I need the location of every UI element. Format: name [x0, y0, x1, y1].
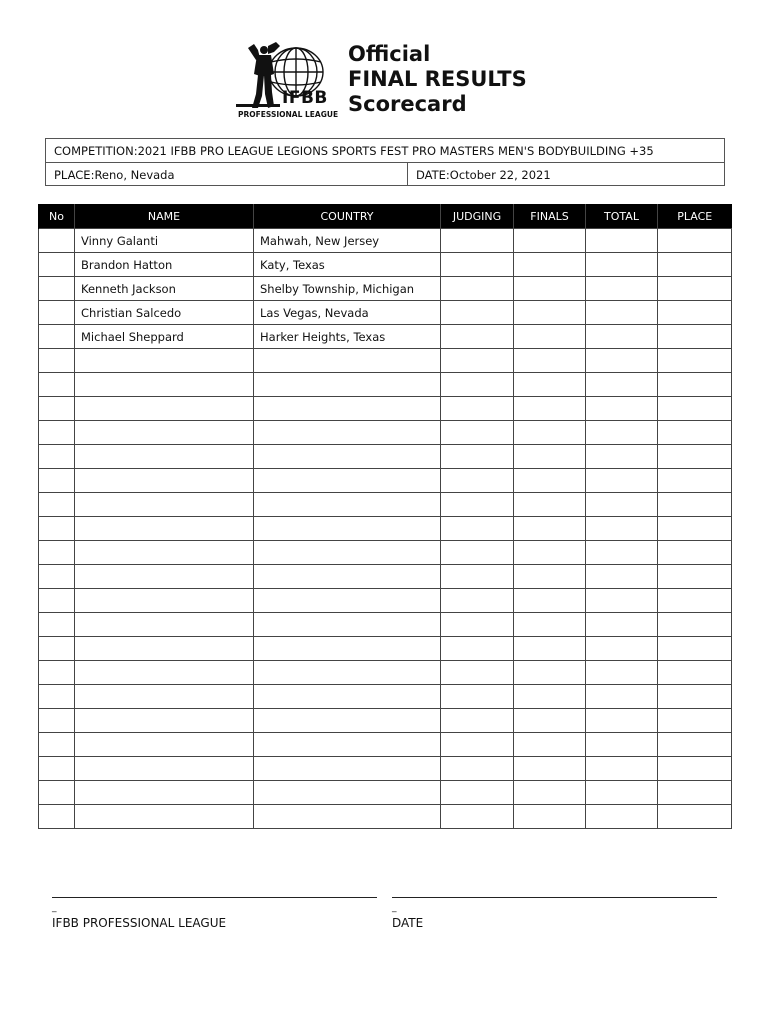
ifbb-logo: [230, 40, 345, 122]
cell-total: [586, 781, 658, 805]
cell-finals: [514, 613, 586, 637]
cell-place: [658, 469, 732, 493]
table-row: [39, 277, 732, 301]
logo-ifbb-text: IFBB: [282, 88, 328, 108]
signature-line-league: [52, 897, 377, 898]
cell-finals: [514, 757, 586, 781]
cell-no: [39, 541, 75, 565]
cell-judging: [441, 301, 514, 325]
cell-country: [254, 565, 441, 589]
cell-judging: [441, 565, 514, 589]
cell-name: [75, 805, 254, 829]
competition-label: COMPETITION:: [54, 144, 138, 158]
date-label: DATE:: [416, 168, 450, 182]
date-field: [416, 168, 551, 182]
cell-place: [658, 541, 732, 565]
cell-place: [658, 685, 732, 709]
cell-judging: [441, 421, 514, 445]
cell-name: [75, 565, 254, 589]
col-header-country: COUNTRY: [254, 204, 441, 229]
cell-total: [586, 325, 658, 349]
cell-finals: [514, 685, 586, 709]
cell-judging: [441, 373, 514, 397]
cell-total: [586, 397, 658, 421]
cell-country: [254, 781, 441, 805]
cell-finals: [514, 253, 586, 277]
cell-judging: [441, 613, 514, 637]
cell-no: [39, 661, 75, 685]
cell-name: [75, 493, 254, 517]
cell-no: [39, 685, 75, 709]
cell-place: [658, 445, 732, 469]
place-field: [54, 168, 175, 182]
table-row: [39, 733, 732, 757]
cell-country: [254, 589, 441, 613]
cell-country: [254, 445, 441, 469]
cell-finals: [514, 637, 586, 661]
cell-country: [254, 493, 441, 517]
table-row: [39, 565, 732, 589]
table-row: [39, 613, 732, 637]
table-row: [39, 637, 732, 661]
cell-name: [75, 541, 254, 565]
col-header-finals: FINALS: [514, 204, 586, 229]
signature-line-date: [392, 897, 717, 898]
cell-place: [658, 637, 732, 661]
title-line-1: Official: [348, 42, 431, 66]
table-row: [39, 709, 732, 733]
cell-name: [75, 733, 254, 757]
cell-total: [586, 349, 658, 373]
cell-finals: [514, 733, 586, 757]
date-value: October 22, 2021: [449, 168, 551, 182]
cell-finals: [514, 301, 586, 325]
cell-country: [254, 685, 441, 709]
cell-judging: [441, 397, 514, 421]
cell-name: Kenneth Jackson: [75, 277, 254, 301]
cell-no: [39, 469, 75, 493]
cell-place: [658, 325, 732, 349]
cell-no: [39, 229, 75, 253]
table-row: [39, 397, 732, 421]
cell-country: Katy, Texas: [254, 253, 441, 277]
cell-no: [39, 349, 75, 373]
cell-name: Brandon Hatton: [75, 253, 254, 277]
cell-no: [39, 733, 75, 757]
cell-country: Harker Heights, Texas: [254, 325, 441, 349]
cell-finals: [514, 445, 586, 469]
cell-total: [586, 805, 658, 829]
cell-total: [586, 277, 658, 301]
cell-place: [658, 709, 732, 733]
cell-no: [39, 589, 75, 613]
col-header-no: No: [39, 204, 75, 229]
cell-finals: [514, 397, 586, 421]
cell-total: [586, 733, 658, 757]
cell-judging: [441, 661, 514, 685]
cell-place: [658, 301, 732, 325]
cell-place: [658, 589, 732, 613]
cell-place: [658, 397, 732, 421]
cell-finals: [514, 517, 586, 541]
cell-name: Vinny Galanti: [75, 229, 254, 253]
place-label: PLACE:: [54, 168, 95, 182]
cell-judging: [441, 637, 514, 661]
cell-finals: [514, 661, 586, 685]
cell-name: [75, 349, 254, 373]
cell-judging: [441, 757, 514, 781]
cell-name: Christian Salcedo: [75, 301, 254, 325]
cell-place: [658, 373, 732, 397]
cell-name: [75, 613, 254, 637]
cell-place: [658, 253, 732, 277]
signature-label-date: DATE: [392, 916, 424, 930]
competition-info-box: [45, 138, 725, 186]
cell-name: [75, 685, 254, 709]
competition-value: 2021 IFBB PRO LEAGUE LEGIONS SPORTS FEST PRO MASTERS MEN'S BODYBUILDING +35: [137, 144, 654, 158]
cell-judging: [441, 805, 514, 829]
cell-country: [254, 349, 441, 373]
cell-name: [75, 589, 254, 613]
col-header-total: TOTAL: [586, 204, 658, 229]
cell-place: [658, 613, 732, 637]
table-row: [39, 757, 732, 781]
cell-name: [75, 661, 254, 685]
table-header-row: [39, 204, 732, 229]
table-row: [39, 589, 732, 613]
signature-league: _ IFBB PROFESSIONAL LEAGUE: [52, 897, 377, 898]
cell-total: [586, 469, 658, 493]
cell-country: [254, 613, 441, 637]
cell-place: [658, 493, 732, 517]
cell-finals: [514, 469, 586, 493]
table-row: [39, 349, 732, 373]
cell-judging: [441, 493, 514, 517]
table-row: [39, 469, 732, 493]
cell-name: [75, 445, 254, 469]
cell-finals: [514, 325, 586, 349]
cell-total: [586, 493, 658, 517]
cell-judging: [441, 445, 514, 469]
cell-finals: [514, 349, 586, 373]
cell-name: [75, 757, 254, 781]
page-title: [348, 42, 527, 117]
cell-place: [658, 805, 732, 829]
table-row: [39, 805, 732, 829]
cell-country: [254, 541, 441, 565]
cell-no: [39, 493, 75, 517]
cell-total: [586, 301, 658, 325]
cell-judging: [441, 229, 514, 253]
cell-country: Las Vegas, Nevada: [254, 301, 441, 325]
cell-country: [254, 517, 441, 541]
cell-name: [75, 781, 254, 805]
cell-judging: [441, 781, 514, 805]
cell-no: [39, 565, 75, 589]
cell-no: [39, 757, 75, 781]
cell-place: [658, 661, 732, 685]
cell-place: [658, 565, 732, 589]
title-line-3: Scorecard: [348, 92, 467, 116]
cell-judging: [441, 685, 514, 709]
signature-date: _ DATE: [392, 897, 717, 898]
cell-no: [39, 613, 75, 637]
cell-no: [39, 277, 75, 301]
cell-total: [586, 709, 658, 733]
place-value: Reno, Nevada: [94, 168, 175, 182]
cell-finals: [514, 277, 586, 301]
cell-finals: [514, 541, 586, 565]
cell-total: [586, 565, 658, 589]
logo-league-text: PROFESSIONAL LEAGUE: [238, 110, 339, 119]
cell-country: [254, 709, 441, 733]
cell-finals: [514, 709, 586, 733]
cell-country: [254, 661, 441, 685]
cell-country: [254, 373, 441, 397]
table-row: [39, 253, 732, 277]
table-row: [39, 661, 732, 685]
table-row: [39, 229, 732, 253]
cell-judging: [441, 589, 514, 613]
title-line-2: FINAL RESULTS: [348, 67, 527, 91]
cell-place: [658, 229, 732, 253]
table-row: [39, 445, 732, 469]
cell-no: [39, 805, 75, 829]
cell-country: Shelby Township, Michigan: [254, 277, 441, 301]
table-row: [39, 517, 732, 541]
cell-no: [39, 637, 75, 661]
cell-place: [658, 277, 732, 301]
cell-country: [254, 397, 441, 421]
table-row: [39, 541, 732, 565]
cell-name: [75, 421, 254, 445]
cell-no: [39, 517, 75, 541]
cell-finals: [514, 565, 586, 589]
cell-judging: [441, 469, 514, 493]
cell-judging: [441, 733, 514, 757]
cell-name: [75, 517, 254, 541]
cell-no: [39, 253, 75, 277]
cell-country: [254, 469, 441, 493]
place-date-row: [46, 163, 724, 186]
cell-judging: [441, 277, 514, 301]
table-row: [39, 493, 732, 517]
cell-finals: [514, 493, 586, 517]
cell-place: [658, 733, 732, 757]
cell-finals: [514, 373, 586, 397]
cell-total: [586, 637, 658, 661]
cell-finals: [514, 229, 586, 253]
cell-finals: [514, 805, 586, 829]
cell-total: [586, 421, 658, 445]
cell-no: [39, 421, 75, 445]
cell-country: [254, 805, 441, 829]
col-header-name: NAME: [75, 204, 254, 229]
table-row: [39, 421, 732, 445]
cell-name: [75, 373, 254, 397]
cell-finals: [514, 421, 586, 445]
cell-total: [586, 685, 658, 709]
cell-place: [658, 517, 732, 541]
cell-country: Mahwah, New Jersey: [254, 229, 441, 253]
date-cell: [408, 163, 726, 186]
cell-name: [75, 709, 254, 733]
cell-country: [254, 421, 441, 445]
cell-place: [658, 781, 732, 805]
place-cell: [46, 163, 408, 186]
cell-place: [658, 349, 732, 373]
cell-judging: [441, 253, 514, 277]
cell-judging: [441, 517, 514, 541]
cell-no: [39, 373, 75, 397]
cell-no: [39, 325, 75, 349]
cell-no: [39, 781, 75, 805]
cell-judging: [441, 349, 514, 373]
col-header-place: PLACE: [658, 204, 732, 229]
table-row: [39, 781, 732, 805]
cell-total: [586, 517, 658, 541]
cell-name: [75, 637, 254, 661]
cell-no: [39, 397, 75, 421]
cell-total: [586, 229, 658, 253]
cell-place: [658, 757, 732, 781]
cell-judging: [441, 325, 514, 349]
results-table: [38, 204, 732, 829]
cell-finals: [514, 589, 586, 613]
scorecard-header: [230, 40, 550, 125]
cell-no: [39, 709, 75, 733]
table-row: [39, 301, 732, 325]
cell-name: [75, 397, 254, 421]
cell-total: [586, 445, 658, 469]
cell-total: [586, 661, 658, 685]
cell-judging: [441, 541, 514, 565]
cell-country: [254, 733, 441, 757]
cell-total: [586, 757, 658, 781]
table-row: [39, 373, 732, 397]
col-header-judging: JUDGING: [441, 204, 514, 229]
results-table-body: [39, 229, 732, 829]
cell-no: [39, 301, 75, 325]
cell-country: [254, 757, 441, 781]
cell-country: [254, 637, 441, 661]
cell-total: [586, 253, 658, 277]
cell-name: Michael Sheppard: [75, 325, 254, 349]
cell-total: [586, 373, 658, 397]
cell-finals: [514, 781, 586, 805]
cell-no: [39, 445, 75, 469]
table-row: [39, 325, 732, 349]
cell-place: [658, 421, 732, 445]
cell-total: [586, 589, 658, 613]
cell-name: [75, 469, 254, 493]
cell-total: [586, 541, 658, 565]
competition-row: [46, 139, 724, 163]
cell-judging: [441, 709, 514, 733]
competition-field: [54, 144, 654, 158]
signature-label-league: IFBB PROFESSIONAL LEAGUE: [52, 916, 227, 930]
cell-total: [586, 613, 658, 637]
table-row: [39, 685, 732, 709]
